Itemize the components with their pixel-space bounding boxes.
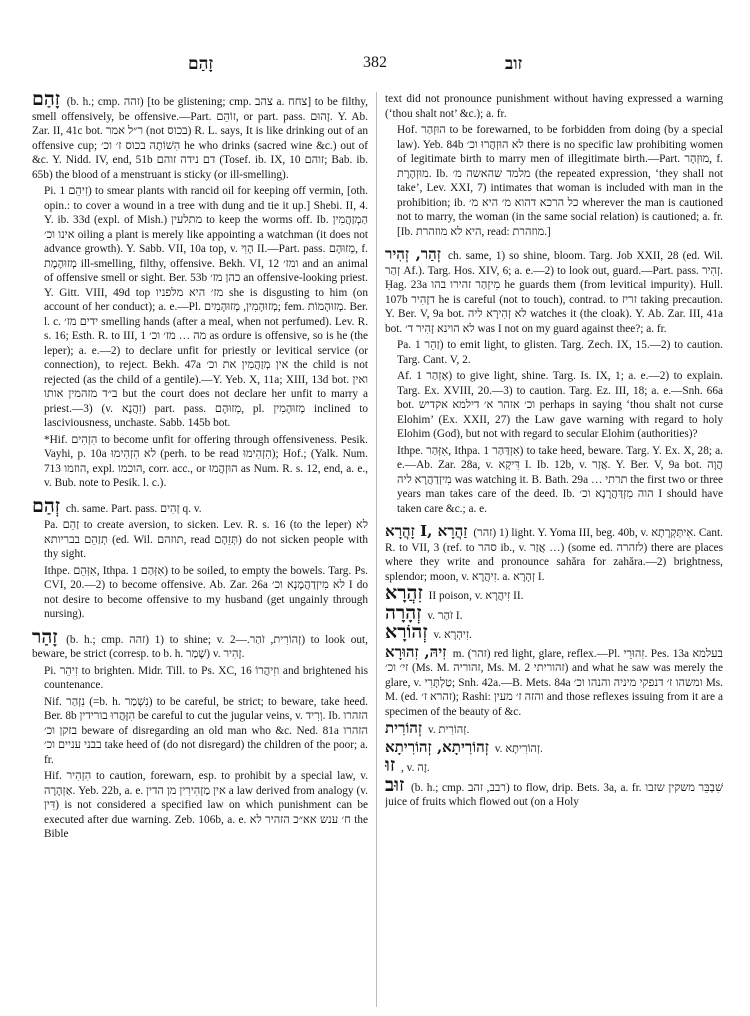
dictionary-entry (385, 642, 723, 720)
entry-subsection (385, 338, 723, 367)
dictionary-entry (385, 773, 723, 810)
entry-text: v. זְהוֹרִית. (427, 724, 470, 736)
entry-headword: זְהוֹרִיתָא, זְהוֹרִיתָא (385, 737, 489, 756)
entry-text: Ithpe. אִזְּהֵם, Ithpa. אִזְּהַם 1) to be soiled, to empty the bowels. Targ. Ps. CVI, 20.—2) to become offensive. Ab. Zar. 26a לא מִיזְדַהֲמָנָא וכ׳ I do not desire to become offensive to my husband (get ungainly through nursing). (44, 564, 368, 620)
entry-text: m. (זהר) red light, glare, reflex.—Pl. זִהוּרֵי. Pes. 13a בעלמא זי׳ וכ׳ (Ms. M. זהוריה, Ms. M. 2 זהוריתי) and what he saw was merely the glare, v. טַלְתָּרִי; Snh. 42a.—B. Mets. 84a ומשהו ז׳ דנפקי מיניה והנהו וכ׳ Ms. M. (ed. זהרא ז׳); Rashi: והזה ז׳ מעין and those reflexes issuing from it are a specimen of the beauty of &c. (385, 647, 723, 718)
entry-subsection (32, 518, 368, 562)
entry-headword: זוּ (385, 754, 396, 776)
dictionary-entry (385, 601, 723, 624)
continued-text (385, 92, 723, 121)
entry-subsection (32, 695, 368, 768)
running-head-right: זוב (505, 54, 523, 73)
entry-text: Pa. זַהֵר 1) to emit light, to glisten. Targ. Zech. IX, 15.—2) to caution. Targ. Cant. V, 2. (397, 339, 723, 366)
dictionary-entry (385, 737, 723, 757)
entry-headword: זִהֲרָא (385, 582, 423, 604)
entry-headword: זָהַם (32, 92, 61, 110)
dictionary-entry (385, 721, 723, 738)
column-divider (376, 92, 377, 1007)
entry-text: text did not pronounce punishment without having expressed a warning (‘thou shalt not’ &c.); a. fr. (385, 93, 723, 120)
page-header (0, 48, 750, 72)
entry-text: ch. same, 1) so shine, bloom. Targ. Job XXII, 28 (ed. Wil. זְהַר Af.). Targ. Hos. XIV, 6; a. e.—2) to look out, guard.—Part. pass. זְהִיר. Ḥag. 23a מִיזְהַר זהירו בהו he guards them (from levitical impurity). Hull. 107b דזָהִיר he is careful (not to touch), contrad. to זריז taking precaution. Y. Ber. V, 9a bot. לא זְהִירָא ליה watches it (the cloak). Y. Ab. Zar. III, 41a bot. לא הוינא זָהִיר ד׳ was I not on my guard against thee?; a. fr. (385, 250, 723, 335)
dictionary-entry (32, 92, 368, 182)
dictionary-entry (385, 247, 723, 336)
running-head-left: זָהַם (188, 54, 214, 73)
right-column (385, 92, 723, 1010)
entry-text: v. זֹהַר I. (427, 609, 463, 622)
entry-headword: זִיהּ, זִהוּרָא (385, 642, 447, 661)
dictionary-entry (385, 754, 723, 776)
entry-text: Hif. הִזְהִיר to caution, forewarn, esp. to prohibit by a special law, v. אַזְהָרָה. Yeb. 22b, a. e. אין מַזְהִירִין מן הדין a law derived from analogy (v. דִּין) is not considered a specified law on which punishment can be executed after due warning. Zeb. 106b, a. e. ח׳ ענש אא״כ הזהיר לא the Bible (44, 770, 368, 840)
entry-subsection (32, 664, 368, 693)
entry-subsection (32, 184, 368, 431)
entry-subsection (385, 123, 723, 239)
entry-headword: זָהֲרָא I, זַהֲרָא (385, 522, 468, 540)
entry-headword: זְהָרָה (385, 601, 422, 624)
entry-text: Nif. נִזְהַר (=b. h. נִשְׁמַר) to be careful, be strict; to beware, take heed. Ber. 8b הִזָּהֲרוּ בורידין be careful to cut the jugular veins, v. וְרִיד. Ib. הזהרו בזקן וכ׳ beware of disregarding an old man who &c. Ned. 81a הזהרו בבני עניים וכ׳ take heed of (do not disregard) the children of the poor; a. fr. (44, 695, 368, 766)
entry-subsection (32, 433, 368, 491)
entry-subsection (32, 769, 368, 842)
entry-text: Pi. זִיהֵם 1) to smear plants with rancid oil for keeping off vermin, [oth. opin.: to cover a wound in a tree with dung and tie it up.] Shebi. II, 4. Y. ib. 33d (expl. of Mish.) מתלעין to keep the worms off. Ib. הַמְזַהֲמִין אינו וכ׳ oiling a plant is merely like appointing a watchman (it does not advance growth). Y. Sabb. VII, 10a top, v. הָוִי II.—Part. pass. מְזוּהָם, f. מְזוּהֶמֶת ill-smelling, filthy, offensive. Bekh. VI, 12 ומז׳ and an animal of offensive smell or sight. Ber. 53b כהן מז׳ an offensive-looking priest. Y. Gitt. VIII, 49d top מז׳ היא מלפניו she is disgusting to him (on account of her conduct); a. e.—Pl. מְזוּהָמִין, מְזוּהָמִים; fem. מְזוּהָמוֹת. Ber. l. c. ידים מז׳ smelling hands (after a meal, when not perfumed). Lev. R. s. 16; Esth. R. to III, 1 מה … מז׳ וכ׳ as ordure is offensive, so is he (the leper); a. e.—2) to declare unfit for priestly or levitical service (or connection), to reject. Bekh. 47a אין מְזַהֲמִין את וכ׳ the child is not rejected (as the child of a gentile).—Y. Yeb. X, 11a; XIII, 13d bot. ואין ב״ד מזהמין אותו but the court does not declare her unfit to marry a priest.—3) (v. זִהֲנָא) part. pass. מְזוּהָם, pl. מְזוּהָמִין inclined to lasciviousness, unchaste. Sabb. 145b bot. (44, 185, 368, 429)
entry-text: Pa. זַהֵם to create aversion, to sicken. Lev. R. s. 16 (to the leper) לא תְזַהֵם בבריותא (ed. Wil. תוזהם, read תְּזֵהָם) do not sicken people with thy sight. (44, 519, 368, 560)
entry-text: II poison, v. זִיהֲרָא II. (428, 590, 524, 602)
entry-text: v. זִיהְרָא. (433, 629, 472, 641)
entry-text: , v. זֶה. (401, 762, 430, 774)
entry-text: *Hif. הִזְהִים to become unfit for offering through offensiveness. Pesik. Vayhi, p. 10a לא הִזְהִימוּ (perh. to be read הִזְהִימוּ); Hof.; (Yalk. Num. 713 הוזמו, expl. הוכמו, corr. acc., or הוּזְהֲמוּ as Num. R. s. 12, end, a. e., v. Bub. note to Pesik. l. c.). (44, 433, 368, 489)
dictionary-entry (385, 621, 723, 643)
entry-text: v. זְהוֹרִיתָא. (494, 742, 543, 755)
left-column (32, 92, 368, 1010)
dictionary-entry (385, 582, 723, 604)
page-number: 382 (363, 54, 387, 71)
entry-headword: זְהַר, זְהִיר (385, 245, 441, 263)
entry-text: ch. same. Part. pass. זְהִים q. v. (65, 502, 202, 515)
entry-subsection (32, 564, 368, 622)
entry-headword: זוּב (385, 773, 405, 796)
entry-headword: זְהַם (32, 494, 61, 517)
entry-headword: זָהַר (32, 625, 58, 648)
entry-text: Hof. הוּזְהַר to be forewarned, to be forbidden from doing (by a special law). Yeb. 84b לא הוּזְהֲרוּ וכ׳ there is no specific law prohibiting women of legitimate birth to marry men of illegitimate birth.—Part. מוּזְהָר, f. מוּזְהֶרֶת. Ib. מלמד שהאשה מ׳ (the repeated expression, ‘they shall not take’, Lev. XXI, 7) intimates that woman is included with man in the prohibition; ib. כל הרכא דהוא מ׳ היא מ׳ wherever the man is cautioned not to marry, the woman (in the same social relation) is cautioned; a. fr. [Ib. היא לא מוזהרת, read: מוזהרת.] (397, 124, 723, 238)
dictionary-entry (32, 494, 368, 517)
entry-text: (b. h.; cmp. זהה) [to be glistening; cmp. צהב a. צחח] to be filthy, smell offensively, be offensive.—Part. זוֹהֵם, or part. pass. זָהוּם. Y. Ab. Zar. II, 41c bot. ר״ל אמר (not בכוס) R. L. says, It is like drinking out of an offensive cup; הִשׁוֹתֶה בכוס ז׳ וכ׳ he who drinks (sacred wine &c.) out of &c. Y. Nidd. IV, end, 51b דם נידה זוהם (Tosef. ib. IX, 10 זוהם; Bab. ib. 65b) the blood of a menstruant is sticky (or ill-smelling). (32, 96, 368, 181)
dictionary-entry (385, 524, 723, 584)
dictionary-entry (32, 625, 368, 662)
entry-text: Pi. זִיהֵר to brighten. Midr. Till. to Ps. XC, 16 וזִיהֲרוֹ and brightened his countenance. (44, 664, 368, 691)
entry-text: Ithpe. אִזְּהַר, Ithpa. אִזְדַּהַר 1) to take heed, beware. Targ. Y. Ex. X, 28; a. e.—Ab. Zar. 28a, v. דִּיקָא I. Ib. 12b, v. אֲזַר. Y. Ber. V, 9a bot. הֲוָה מִיזְדַהֲרָא ליה was watching it. B. Bath. 29a … תרתי the first two or three years man takes care of the deed. Ib. הוה מִזְדַּהֲרָנָא וכ׳ I should have taken care &c.; a. e. (397, 444, 723, 515)
entry-text: (זהר) 1) light. Y. Yoma III, beg. 40b, v. אִיתְּקְרָתָא. Cant. R. to VII, 3 (ref. to סהר ib., v. אֲזַר …) (some ed. לזהרה) there are places where they write and pronounce sahăra for zahăra.—2) brightness, splendor; moon, v. זִיהֲרָא. a. זְהָרָא I. (385, 527, 723, 583)
entry-subsection (385, 444, 723, 517)
entry-subsection (385, 369, 723, 442)
entry-headword: זְהוֹרִית (385, 719, 423, 737)
entry-text: (b. h.; cmp. זהה) 1) to shine; v. זְהוֹרִית, זֹהַר.—2) to look out, beware, be strict (corresp. to b. h. שָׁמַר) v. זָהִיר. (32, 633, 368, 660)
entry-headword: זְהוֹרָא (385, 621, 428, 643)
entry-text: Af. אַזְהַר 1) to give light, shine. Targ. Is. IX, 1; a. e.—2) to explain. Targ. Ex. XVIII, 20.—3) to caution. Targ. Ez. III, 18; a. e.—Snh. 66a bot. וכ׳ אזהר א׳ דילמא אקדיש perhaps in saying ‘thou shalt not curse Elohim’ (Ex. XXII, 27) the Law gave warning with regard to holy Elohim (God), but not with regard to secular Elohim (authorities)? (397, 370, 723, 440)
entry-text: (b. h.; cmp. רבב, זהב) to flow, drip. Bets. 3a, a. fr. שִׁבְבֵּר משקין שזבו juice of fruits which flowed out (on a Holy (385, 781, 723, 808)
